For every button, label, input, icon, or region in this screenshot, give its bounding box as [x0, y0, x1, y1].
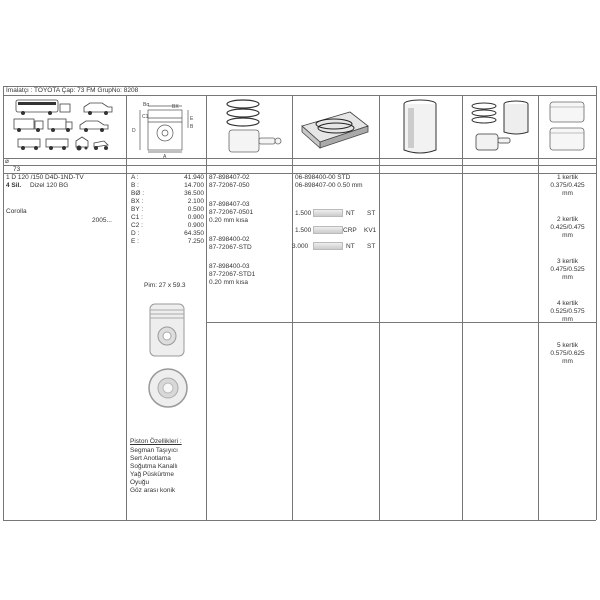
dimension-row: BØ : 36.500 — [131, 190, 204, 197]
ring-code: 06-898407-00 0.50 mm — [295, 182, 363, 189]
piston-feature-item: Yağ Püskürtme — [130, 471, 174, 478]
model-name: Corolla — [6, 208, 27, 215]
ring-type: NT — [346, 210, 355, 217]
piston-code — [209, 190, 291, 201]
dimension-row: D : 64.350 — [131, 230, 204, 237]
piston-code: 87-898407-03 — [209, 201, 250, 208]
col-border-5 — [462, 95, 463, 520]
diagram-label-a: A — [163, 154, 167, 160]
piston-code-list — [209, 174, 291, 287]
piston-features-title: Piston Özellikleri : — [130, 438, 182, 445]
col-border-4 — [379, 95, 380, 520]
dimension-row: C1 : 0.900 — [131, 214, 204, 221]
header-text: İmalatçı : TOYOTA Çap: 73 FM GrupNo: 8208 — [6, 87, 139, 94]
kertik-item: 4 kertik 0.525/0.575 mm — [550, 300, 585, 323]
piston-side-image — [142, 300, 192, 360]
col-border-7 — [596, 86, 597, 520]
piston-code: 87-72067-STD1 — [209, 271, 256, 278]
kertik-list — [539, 174, 596, 384]
piston-feature-item: Soğutma Kanallı — [130, 463, 178, 470]
piston-set-icon — [544, 98, 592, 156]
cylinder-count: 4 Sil. — [6, 182, 22, 189]
header-bottom-border — [3, 95, 596, 96]
engine-code: 1 D 120 /150 D4D-1ND-TV — [6, 174, 84, 181]
col-border-2 — [206, 95, 207, 520]
col-border-1 — [126, 95, 127, 520]
vehicles-icon — [8, 97, 123, 155]
image-row-bottom-border — [3, 158, 596, 159]
piston-code — [209, 225, 291, 236]
dimension-row: B : 14.700 — [131, 182, 204, 189]
piston-rings-icon — [215, 98, 285, 156]
col-border-3 — [292, 95, 293, 520]
dimension-row: BX : 2.100 — [131, 198, 204, 205]
piston-code: 0.20 mm kısa — [209, 217, 249, 224]
diagram-label-b-alpha: Bα — [143, 102, 150, 108]
kertik-item: 5 kertik 0.575/0.625 mm — [550, 342, 585, 365]
diagram-label-b: B — [190, 124, 194, 130]
diagram-label-e: E — [190, 116, 194, 122]
diagram-label-d: D — [132, 128, 136, 134]
diagram-label-bx: BX — [172, 104, 179, 110]
piston-top-image — [146, 366, 190, 410]
dimension-row: A : 41.940 — [131, 174, 204, 181]
piston-code: 87-898400-02 — [209, 236, 250, 243]
ring-size: 1.500 — [295, 227, 312, 234]
ring-size: 3.000 — [292, 243, 309, 250]
ring-code-short: ST — [367, 243, 376, 250]
piston-code: 87-72067-0501 — [209, 209, 254, 216]
piston-code: 0.20 mm kısa — [209, 279, 249, 286]
diameter-row-bottom-border — [3, 165, 596, 166]
piston-code: 87-72067-STD — [209, 244, 252, 251]
piston-code: 87-898407-02 — [209, 174, 250, 181]
dimension-list — [131, 174, 204, 246]
ring-swatch — [313, 209, 343, 217]
pin-size: Pim: 27 x 59.3 — [144, 282, 186, 289]
dimension-row: C2 : 0.900 — [131, 222, 204, 229]
diameter-value: 73 — [13, 166, 21, 173]
piston-code: 87-898400-03 — [209, 263, 250, 270]
piston-feature-item: Oyuğu — [130, 479, 150, 486]
ring-type: NT — [346, 243, 355, 250]
fuel-power: Dizel 120 BG — [30, 182, 69, 189]
ring-code-short: KV1 — [364, 227, 377, 234]
piston-feature-item: Sert Anotlama — [130, 455, 171, 462]
kertik-item: 1 kertik 0.375/0.425 mm — [550, 174, 585, 197]
ring-swatch — [313, 226, 343, 234]
cylinder-liner-icon — [396, 98, 444, 156]
piston-dimension-diagram — [130, 98, 202, 160]
ring-swatch — [313, 242, 343, 250]
ring-code-short: ST — [367, 210, 376, 217]
ring-type: CRP — [343, 227, 357, 234]
kertik-item: 2 kertik 0.425/0.475 mm — [550, 216, 585, 239]
diagram-label-c1: C1 — [142, 114, 149, 120]
ring-box-icon — [296, 104, 376, 150]
piston-feature-item: Segman Taşıyıcı — [130, 447, 178, 454]
piston-kit-icon — [468, 98, 534, 156]
model-year: 2005... — [92, 217, 112, 224]
ring-code: 06-898400-00 STD — [295, 174, 351, 181]
piston-code — [209, 252, 291, 263]
ring-size: 1.500 — [295, 210, 312, 217]
dimension-row: E : 7.250 — [131, 238, 204, 245]
piston-code: 87-72067-050 — [209, 182, 250, 189]
col-border-0 — [3, 86, 4, 520]
diameter-symbol-icon: ⌀ — [5, 158, 9, 165]
kertik-item: 3 kertik 0.475/0.525 mm — [550, 258, 585, 281]
piston-feature-item: Göz arası konik — [130, 487, 176, 494]
table-bottom-border — [3, 520, 596, 521]
dimension-row: BY : 0.500 — [131, 206, 204, 213]
